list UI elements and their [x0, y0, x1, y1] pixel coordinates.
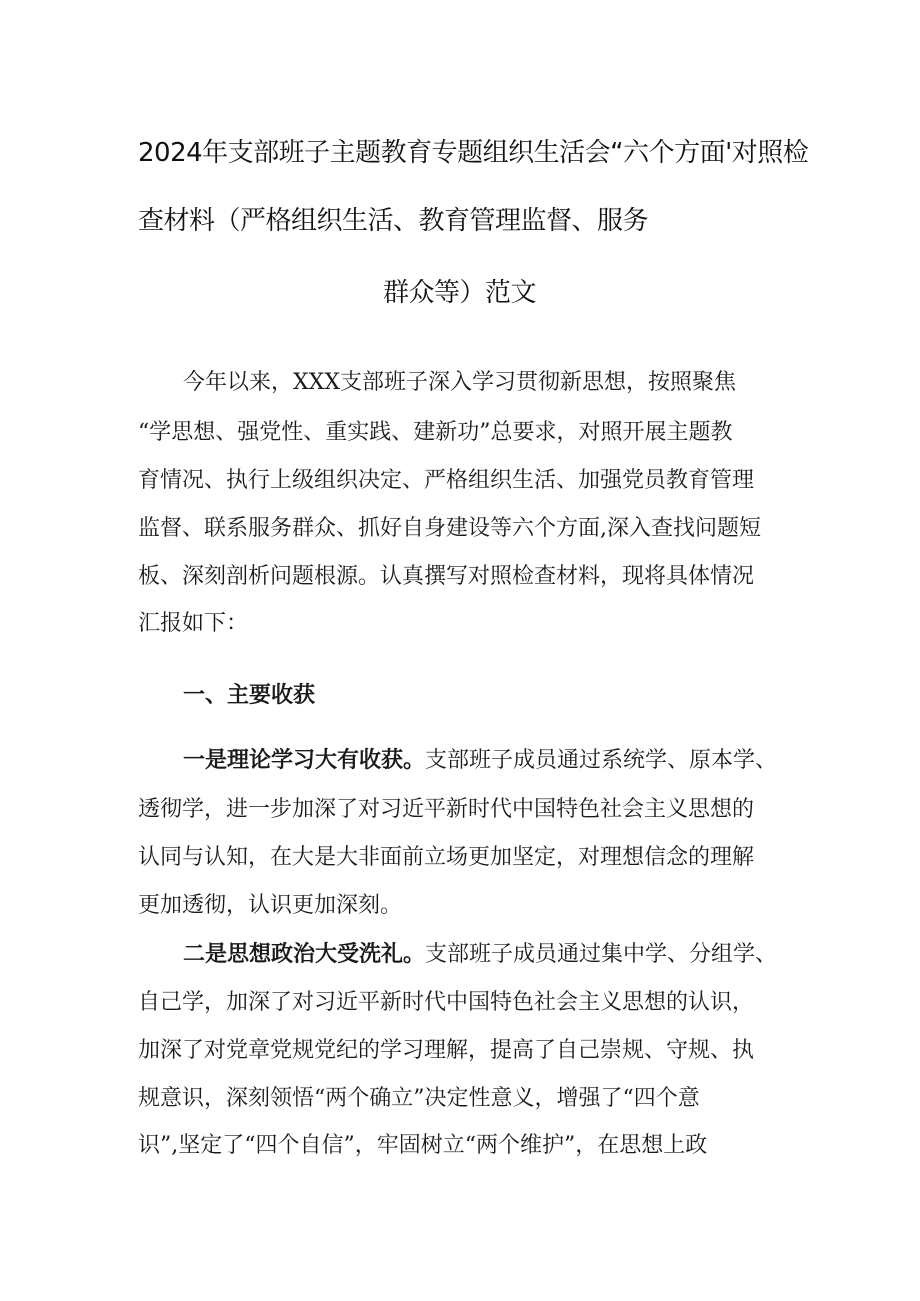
point1-first-line-text: 支部班子成员通过系统学、原本学、 [425, 748, 778, 773]
point1-first-line [183, 746, 777, 776]
point2-line-5: 识”,坚定了“四个自信”，牢固树立“两个维护”，在思想上政 [138, 1133, 708, 1158]
point2-line-4: 规意识，深刻领悟“两个确立”决定性意义，增强了“四个意 [138, 1086, 700, 1111]
point2-lead: 二是思想政治大受洗礼。 [183, 942, 426, 967]
section-heading-main-gains: 一、主要收获 [183, 683, 316, 708]
intro-line-4: 监督、联系服务群众、抓好自身建设等六个方面,深入查找问题短 [138, 516, 761, 541]
intro-line-1: 今年以来，XXX支部班子深入学习贯彻新思想，按照聚焦 [183, 370, 736, 395]
point1-line-4: 更加透彻，认识更加深刻。 [138, 893, 403, 918]
intro-line-3: 育情况、执行上级组织决定、严格组织生活、加强党员教育管理 [138, 468, 755, 493]
point1-line-2: 透彻学，进一步加深了对习近平新时代中国特色社会主义思想的 [138, 797, 755, 822]
document-title-line-3: 群众等）范文 [383, 278, 537, 308]
point1-lead: 一是理论学习大有收获。 [183, 748, 426, 773]
point1-line-3: 认同与认知，在大是大非面前立场更加坚定，对理想信念的理解 [138, 845, 755, 870]
point2-line-3: 加深了对党章党规党纪的学习理解，提高了自己崇规、守规、执 [138, 1038, 755, 1063]
intro-line-6: 汇报如下： [138, 611, 249, 636]
point2-first-line-text: 支部班子成员通过集中学、分组学、 [425, 942, 778, 967]
document-title-line-1: 2024年支部班子主题教育专题组织生活会“六个方面'对照检 [138, 138, 809, 168]
intro-line-5: 板、深刻剖析问题根源。认真撰写对照检查材料，现将具体情况 [138, 564, 755, 589]
point2-first-line [183, 940, 777, 970]
intro-line-2: “学思想、强党性、重实践、建新功”总要求，对照开展主题教 [138, 420, 733, 445]
point2-line-2: 自己学，加深了对习近平新时代中国特色社会主义思想的认识， [138, 990, 755, 1015]
document-title-line-2: 查材料（严格组织生活、教育管理监督、服务 [138, 206, 649, 236]
